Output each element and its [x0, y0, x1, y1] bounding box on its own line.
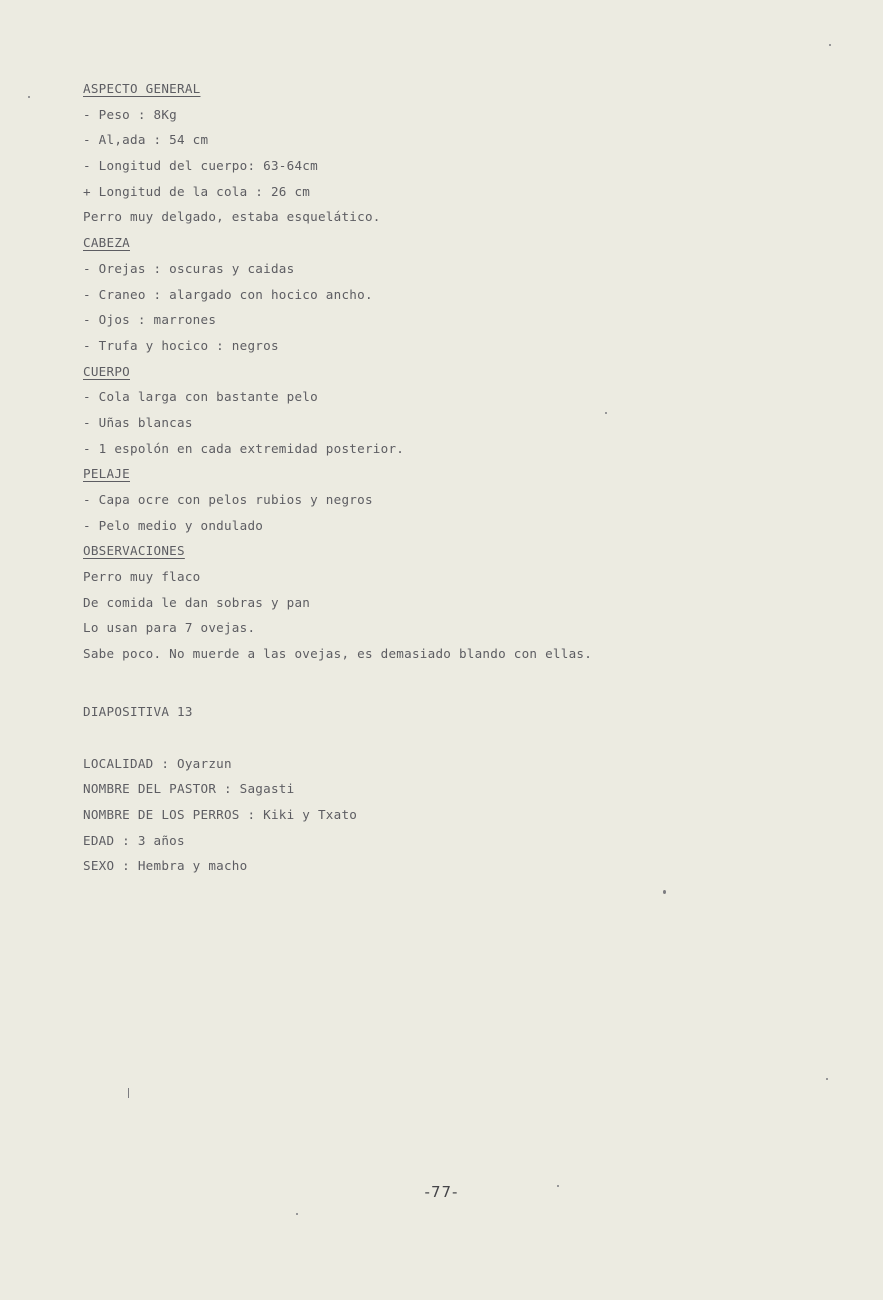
ink-speck [128, 1088, 129, 1098]
list-item: - Trufa y hocico : negros [83, 337, 279, 353]
section-cuerpo [83, 359, 843, 462]
section-heading: PELAJE [83, 466, 130, 482]
list-item: - Longitud del cuerpo: 63-64cm [83, 158, 318, 174]
list-item: - Craneo : alargado con hocico ancho. [83, 286, 373, 302]
list-item: Perro muy delgado, estaba esquelático. [83, 209, 381, 225]
section-heading: CABEZA [83, 235, 130, 251]
section-heading: CUERPO [83, 363, 130, 379]
ink-speck [663, 890, 666, 894]
ink-speck [605, 412, 607, 414]
section-pelaje [83, 461, 843, 538]
detail-sexo: SEXO : Hembra y macho [83, 858, 248, 874]
ink-speck [826, 1078, 828, 1080]
list-item: - Peso : 8Kg [83, 106, 177, 122]
list-item: - 1 espolón en cada extremidad posterior. [83, 440, 405, 456]
section-cabeza [83, 230, 843, 358]
list-item: - Pelo medio y ondulado [83, 517, 264, 533]
list-item: + Longitud de la cola : 26 cm [83, 183, 311, 199]
list-item: - Cola larga con bastante pelo [83, 389, 318, 405]
slide-section [83, 699, 843, 879]
ink-speck [829, 44, 831, 46]
section-observaciones [83, 538, 843, 666]
list-item: - Capa ocre con pelos rubios y negros [83, 492, 373, 507]
spacer [83, 725, 843, 751]
list-item: - Orejas : oscuras y caidas [83, 260, 295, 276]
section-aspecto-general [83, 76, 843, 230]
list-item: Sabe poco. No muerde a las ovejas, es demasiado blando con ellas. [83, 646, 593, 662]
document-body [83, 76, 843, 879]
list-item: - Al,ada : 54 cm [83, 132, 209, 148]
spacer [83, 667, 843, 699]
list-item: Perro muy flaco [83, 569, 201, 585]
show-through-ghost-text [110, 1105, 790, 1138]
ink-speck [28, 96, 30, 98]
list-item: Lo usan para 7 ovejas. [83, 620, 256, 636]
list-item: - Ojos : marrones [83, 312, 217, 328]
detail-localidad: LOCALIDAD : Oyarzun [83, 755, 232, 771]
detail-pastor: NOMBRE DEL PASTOR : Sagasti [83, 781, 295, 797]
section-heading: ASPECTO GENERAL [83, 81, 201, 96]
list-item: - Uñas blancas [83, 414, 193, 430]
list-item: De comida le dan sobras y pan [83, 594, 311, 610]
detail-edad: EDAD : 3 años [83, 832, 185, 848]
page-number: -77- [424, 1183, 459, 1201]
ink-speck [296, 1213, 298, 1215]
ink-speck [557, 1185, 559, 1187]
detail-perros: NOMBRE DE LOS PERROS : Kiki y Txato [83, 806, 358, 822]
slide-title: DIAPOSITIVA 13 [83, 703, 193, 719]
section-heading: OBSERVACIONES [83, 543, 185, 559]
